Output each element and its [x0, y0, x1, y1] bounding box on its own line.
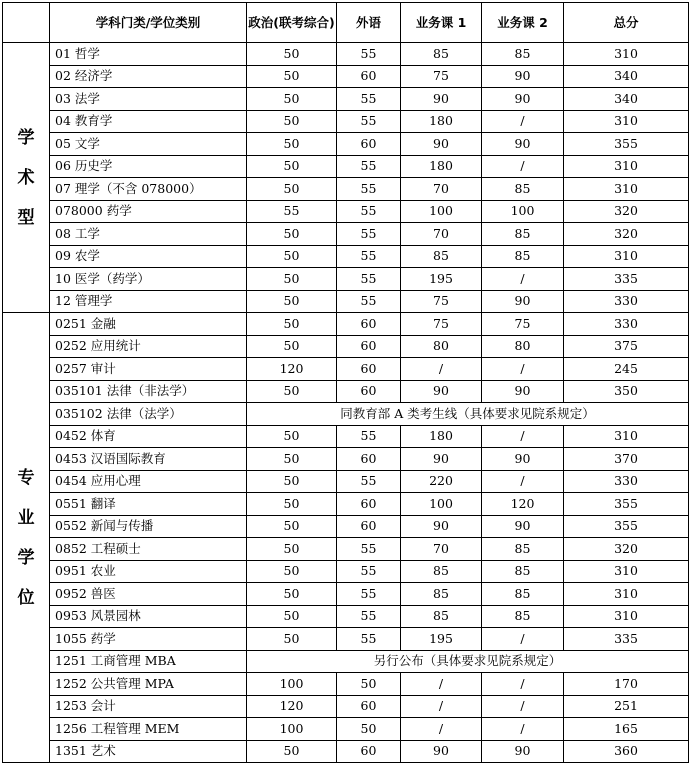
discipline-name: 035102 法律（法学） [50, 403, 247, 426]
course1-score: / [401, 718, 482, 741]
foreign-score: 60 [337, 313, 401, 336]
course1-score: 90 [401, 515, 482, 538]
course1-score: 180 [401, 155, 482, 178]
course1-score: 90 [401, 133, 482, 156]
category-char: 业 [17, 507, 35, 528]
total-score: 320 [564, 200, 689, 223]
row-note: 另行公布（具体要求见院系规定） [247, 650, 689, 673]
total-score: 370 [564, 448, 689, 471]
course1-score: / [401, 673, 482, 696]
total-score: 335 [564, 268, 689, 291]
total-score: 340 [564, 65, 689, 88]
course2-score: 85 [482, 560, 564, 583]
course1-score: 75 [401, 313, 482, 336]
politics-score: 50 [247, 245, 337, 268]
category-char: 专 [17, 467, 35, 488]
foreign-score: 60 [337, 493, 401, 516]
politics-score: 50 [247, 605, 337, 628]
politics-score: 50 [247, 313, 337, 336]
course1-score: 85 [401, 583, 482, 606]
foreign-score: 50 [337, 718, 401, 741]
foreign-score: 60 [337, 358, 401, 381]
table-row [3, 200, 689, 223]
table-row [3, 740, 689, 763]
total-score: 310 [564, 43, 689, 66]
discipline-name: 0953 风景园林 [50, 605, 247, 628]
discipline-name: 1252 公共管理 MPA [50, 673, 247, 696]
category-char: 型 [17, 207, 35, 228]
course2-score: / [482, 268, 564, 291]
header-politics: 政治(联考综合) [247, 3, 337, 43]
table-row [3, 155, 689, 178]
politics-score: 50 [247, 268, 337, 291]
discipline-name: 0452 体育 [50, 425, 247, 448]
table-row [3, 628, 689, 651]
foreign-score: 55 [337, 43, 401, 66]
table-row [3, 133, 689, 156]
course1-score: 180 [401, 110, 482, 133]
politics-score: 50 [247, 223, 337, 246]
total-score: 330 [564, 290, 689, 313]
table-row [3, 358, 689, 381]
politics-score: 50 [247, 538, 337, 561]
table-row [3, 560, 689, 583]
table-row [3, 43, 689, 66]
table-row [3, 538, 689, 561]
table-row [3, 650, 689, 673]
foreign-score: 55 [337, 88, 401, 111]
course2-score: / [482, 358, 564, 381]
course2-score: 90 [482, 740, 564, 763]
header-category [3, 3, 50, 43]
total-score: 335 [564, 628, 689, 651]
table-row [3, 110, 689, 133]
discipline-name: 1055 药学 [50, 628, 247, 651]
course1-score: 90 [401, 88, 482, 111]
politics-score: 50 [247, 583, 337, 606]
total-score: 310 [564, 245, 689, 268]
foreign-score: 60 [337, 335, 401, 358]
course2-score: 100 [482, 200, 564, 223]
category-char: 术 [17, 167, 35, 188]
course1-score: 90 [401, 740, 482, 763]
discipline-name: 02 经济学 [50, 65, 247, 88]
course2-score: 85 [482, 583, 564, 606]
politics-score: 50 [247, 560, 337, 583]
course2-score: 90 [482, 380, 564, 403]
course1-score: 70 [401, 538, 482, 561]
course1-score: 80 [401, 335, 482, 358]
politics-score: 50 [247, 110, 337, 133]
politics-score: 50 [247, 335, 337, 358]
discipline-name: 12 管理学 [50, 290, 247, 313]
politics-score: 50 [247, 425, 337, 448]
discipline-name: 08 工学 [50, 223, 247, 246]
table-row [3, 695, 689, 718]
politics-score: 50 [247, 493, 337, 516]
total-score: 355 [564, 493, 689, 516]
course1-score: 75 [401, 65, 482, 88]
discipline-name: 1256 工程管理 MEM [50, 718, 247, 741]
table-row [3, 335, 689, 358]
discipline-name: 0852 工程硕士 [50, 538, 247, 561]
course1-score: 75 [401, 290, 482, 313]
discipline-name: 078000 药学 [50, 200, 247, 223]
foreign-score: 60 [337, 380, 401, 403]
foreign-score: 55 [337, 290, 401, 313]
course1-score: 70 [401, 223, 482, 246]
course1-score: 85 [401, 560, 482, 583]
course1-score: 180 [401, 425, 482, 448]
total-score: 355 [564, 133, 689, 156]
course2-score: / [482, 695, 564, 718]
foreign-score: 50 [337, 673, 401, 696]
total-score: 340 [564, 88, 689, 111]
course2-score: / [482, 470, 564, 493]
header-foreign: 外语 [337, 3, 401, 43]
total-score: 310 [564, 605, 689, 628]
discipline-name: 04 教育学 [50, 110, 247, 133]
category-char: 学 [17, 127, 35, 148]
table-row [3, 403, 689, 426]
foreign-score: 60 [337, 695, 401, 718]
category-char: 位 [17, 587, 35, 608]
foreign-score: 55 [337, 470, 401, 493]
discipline-name: 0251 金融 [50, 313, 247, 336]
foreign-score: 55 [337, 628, 401, 651]
course1-score: 90 [401, 380, 482, 403]
foreign-score: 60 [337, 133, 401, 156]
total-score: 170 [564, 673, 689, 696]
table-row [3, 178, 689, 201]
politics-score: 50 [247, 290, 337, 313]
politics-score: 55 [247, 200, 337, 223]
table-row [3, 380, 689, 403]
foreign-score: 55 [337, 605, 401, 628]
politics-score: 50 [247, 178, 337, 201]
course1-score: 100 [401, 200, 482, 223]
course2-score: 90 [482, 448, 564, 471]
course2-score: 75 [482, 313, 564, 336]
course1-score: 195 [401, 628, 482, 651]
foreign-score: 55 [337, 583, 401, 606]
discipline-name: 0257 审计 [50, 358, 247, 381]
discipline-name: 0551 翻译 [50, 493, 247, 516]
score-table [2, 2, 689, 763]
course2-score: / [482, 673, 564, 696]
total-score: 330 [564, 470, 689, 493]
politics-score: 50 [247, 515, 337, 538]
course1-score: 85 [401, 245, 482, 268]
course2-score: / [482, 628, 564, 651]
course2-score: 85 [482, 178, 564, 201]
course2-score: 80 [482, 335, 564, 358]
course2-score: / [482, 718, 564, 741]
header-discipline: 学科门类/学位类别 [50, 3, 247, 43]
foreign-score: 55 [337, 425, 401, 448]
discipline-name: 0453 汉语国际教育 [50, 448, 247, 471]
course2-score: 120 [482, 493, 564, 516]
foreign-score: 55 [337, 538, 401, 561]
discipline-name: 07 理学（不含 078000） [50, 178, 247, 201]
course2-score: / [482, 425, 564, 448]
politics-score: 100 [247, 718, 337, 741]
discipline-name: 035101 法律（非法学） [50, 380, 247, 403]
discipline-name: 0951 农业 [50, 560, 247, 583]
course1-score: 70 [401, 178, 482, 201]
discipline-name: 0952 兽医 [50, 583, 247, 606]
foreign-score: 60 [337, 65, 401, 88]
discipline-name: 05 文学 [50, 133, 247, 156]
table-row [3, 65, 689, 88]
table-row [3, 290, 689, 313]
foreign-score: 60 [337, 515, 401, 538]
foreign-score: 55 [337, 155, 401, 178]
foreign-score: 55 [337, 560, 401, 583]
course1-score: / [401, 695, 482, 718]
foreign-score: 55 [337, 200, 401, 223]
course1-score: 195 [401, 268, 482, 291]
foreign-score: 55 [337, 110, 401, 133]
total-score: 310 [564, 560, 689, 583]
politics-score: 120 [247, 358, 337, 381]
course2-score: 90 [482, 290, 564, 313]
politics-score: 50 [247, 470, 337, 493]
table-row [3, 718, 689, 741]
course2-score: 85 [482, 605, 564, 628]
discipline-name: 1253 会计 [50, 695, 247, 718]
table-row [3, 223, 689, 246]
course1-score: / [401, 358, 482, 381]
table-row [3, 493, 689, 516]
foreign-score: 55 [337, 245, 401, 268]
politics-score: 50 [247, 65, 337, 88]
foreign-score: 55 [337, 223, 401, 246]
foreign-score: 60 [337, 740, 401, 763]
total-score: 360 [564, 740, 689, 763]
course2-score: / [482, 110, 564, 133]
table-row [3, 673, 689, 696]
category-char: 学 [17, 547, 35, 568]
course2-score: 85 [482, 245, 564, 268]
total-score: 350 [564, 380, 689, 403]
total-score: 245 [564, 358, 689, 381]
discipline-name: 0552 新闻与传播 [50, 515, 247, 538]
table-row [3, 245, 689, 268]
course2-score: 85 [482, 223, 564, 246]
course2-score: 90 [482, 65, 564, 88]
table-row [3, 268, 689, 291]
discipline-name: 0252 应用统计 [50, 335, 247, 358]
total-score: 310 [564, 583, 689, 606]
total-score: 355 [564, 515, 689, 538]
total-score: 320 [564, 538, 689, 561]
table-row [3, 88, 689, 111]
table-row [3, 583, 689, 606]
total-score: 310 [564, 155, 689, 178]
total-score: 251 [564, 695, 689, 718]
table-row [3, 605, 689, 628]
course2-score: 85 [482, 538, 564, 561]
discipline-name: 0454 应用心理 [50, 470, 247, 493]
table-row [3, 425, 689, 448]
header-row [3, 3, 689, 43]
header-total: 总分 [564, 3, 689, 43]
header-course1: 业务课 1 [401, 3, 482, 43]
total-score: 310 [564, 425, 689, 448]
foreign-score: 55 [337, 268, 401, 291]
politics-score: 50 [247, 380, 337, 403]
category-label [3, 43, 50, 313]
discipline-name: 1351 艺术 [50, 740, 247, 763]
discipline-name: 1251 工商管理 MBA [50, 650, 247, 673]
course1-score: 220 [401, 470, 482, 493]
table-row [3, 470, 689, 493]
politics-score: 50 [247, 43, 337, 66]
discipline-name: 01 哲学 [50, 43, 247, 66]
foreign-score: 60 [337, 448, 401, 471]
politics-score: 50 [247, 628, 337, 651]
total-score: 310 [564, 110, 689, 133]
course2-score: 85 [482, 43, 564, 66]
total-score: 165 [564, 718, 689, 741]
total-score: 320 [564, 223, 689, 246]
score-table-body [3, 43, 689, 763]
course2-score: 90 [482, 133, 564, 156]
table-row [3, 313, 689, 336]
politics-score: 120 [247, 695, 337, 718]
table-row [3, 448, 689, 471]
discipline-name: 06 历史学 [50, 155, 247, 178]
total-score: 330 [564, 313, 689, 336]
course1-score: 85 [401, 43, 482, 66]
category-label [3, 313, 50, 763]
politics-score: 50 [247, 740, 337, 763]
course2-score: 90 [482, 515, 564, 538]
politics-score: 50 [247, 133, 337, 156]
politics-score: 100 [247, 673, 337, 696]
course2-score: 90 [482, 88, 564, 111]
course1-score: 100 [401, 493, 482, 516]
politics-score: 50 [247, 155, 337, 178]
total-score: 375 [564, 335, 689, 358]
politics-score: 50 [247, 88, 337, 111]
course1-score: 90 [401, 448, 482, 471]
total-score: 310 [564, 178, 689, 201]
table-row [3, 515, 689, 538]
course1-score: 85 [401, 605, 482, 628]
foreign-score: 55 [337, 178, 401, 201]
discipline-name: 10 医学（药学） [50, 268, 247, 291]
discipline-name: 03 法学 [50, 88, 247, 111]
header-course2: 业务课 2 [482, 3, 564, 43]
discipline-name: 09 农学 [50, 245, 247, 268]
course2-score: / [482, 155, 564, 178]
politics-score: 50 [247, 448, 337, 471]
row-note: 同教育部 A 类考生线（具体要求见院系规定） [247, 403, 689, 426]
